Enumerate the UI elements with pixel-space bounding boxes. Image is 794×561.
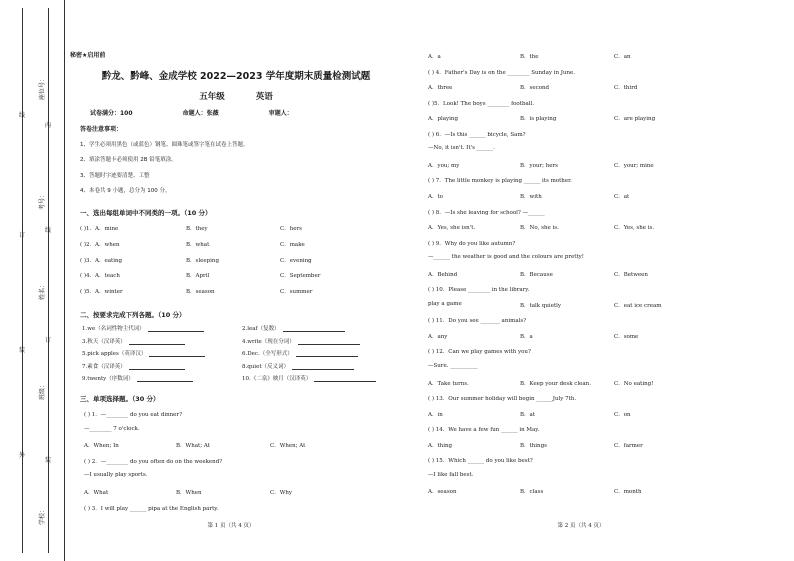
question: ( ) 15．Which ______ do you like best? [428,458,533,465]
question: ( ) 3．I will play ______ pipa at the English party. [84,505,219,512]
binding-field-exam-number: 考号： [39,191,46,210]
option-a: A．three [428,85,453,92]
question: ( ) 2．—________ do you often do on the weekend? [84,458,223,465]
option-c: C．summer [280,289,313,296]
option-b: B．at [520,411,536,418]
option-c: C．farmer [614,442,643,449]
question: ( ) 14．We have a few fun ______ in May. [428,427,540,434]
answer-blank [129,364,185,370]
note-item: 4、本卷共 9 小题，总分为 100 分。 [80,188,171,194]
binding-mark: 订 [19,232,26,239]
option-b: B．April [186,273,210,280]
question: ( ) 4．Father's Day is on the ________ Sunday in June. [428,69,576,76]
option-b: B．is playing [520,116,557,123]
option-c: C．September [280,273,321,280]
option-a: ( )3．A．eating [80,257,123,264]
option-b: B．they [186,226,208,232]
dialogue-line: —______ the weather is good and the colours are pretty! [428,254,584,261]
conversion-prompt: 4.write（现在分词） [242,338,295,345]
binding-mark: 线 [45,227,52,234]
option-b: B．second [520,85,550,92]
option-b: B．Because [520,271,553,278]
conversion-item [82,337,185,345]
binding-field-school: 学校： [39,506,46,525]
binding-mark: 外 [19,452,26,459]
option-a: ( )1．A．mine [80,226,119,232]
option-a: A．When; In [84,443,119,450]
option-b: B．with [520,193,542,200]
dialogue-line: —No, it isn't. It's ______. [428,145,495,152]
option-c: C．Why [270,490,293,496]
option-a: A．you; my [428,162,460,169]
conversion-item [82,324,204,332]
dialogue-line: —I usually play sports. [84,472,148,479]
option-a: A．thing [428,442,453,449]
option-c: C．evening [280,257,312,264]
answer-blank [314,376,376,382]
question: ( ) 7．The little monkey is playing ______ its mother. [428,178,572,185]
option-a: A．What [84,490,109,496]
binding-line-inner [48,8,49,553]
dialogue-line: —________ 7 o'clock. [84,425,140,432]
note-item: 1、学生必须用黑色（或蓝色）钢笔、圆珠笔或签字笔在试卷上答题。 [80,142,249,148]
conversion-prompt: 8.quiet（反义词） [242,363,290,370]
option-c: C．third [614,85,638,92]
subject-label: 英语 [255,92,273,102]
question: ( ) 13．Our summer holiday will begin ______July 7th. [428,396,577,403]
conversion-item [242,349,358,357]
option-c: C．on [614,411,631,418]
option-a: A．Take turns. [428,380,469,387]
option-b: B．Keep your desk clean. [520,380,591,387]
option-c: C．some [614,333,639,340]
option-a: A．to [428,193,443,200]
binding-mark: 装 [45,457,52,464]
option-a: play a game [428,300,462,307]
conversion-item [82,362,185,370]
option-b: B．what [186,241,210,248]
exam-meta [90,108,410,117]
option-b: B．What; At [176,443,210,450]
secret-label: 秘密★启用前 [70,52,106,59]
page-2 [424,0,754,561]
answer-blank [148,326,204,332]
option-a: A．playing [428,116,458,123]
question: ( ) 9．Why do you like autumn? [428,240,516,247]
question: ( ) 1．—________ do you eat dinner? [84,412,183,418]
exam-title: 黔龙、黔峰、金成学校 2022—2023 学年度期末质量检测试题 [101,71,371,82]
option-a: A．Yes, she isn't. [428,225,476,232]
conversion-item [242,324,345,332]
option-c: C．your; mine [614,162,654,169]
binding-field-class: 班级： [39,381,46,400]
option-a: ( )4．A．teach [80,273,120,280]
option-b: B．class [520,489,544,496]
section2-heading: 二、按要求完成下列各题。（10 分） [80,311,186,319]
exam-subtitle [66,90,406,102]
question-setter: 命题人：张薇 [182,110,219,117]
option-a: A．season [428,489,457,496]
option-b: B．a [520,333,533,340]
notes-heading: 答卷注意事项： [80,126,123,133]
conversion-prompt: 9.twenty（序数词） [82,376,134,383]
grade-label: 五年级 [199,92,225,102]
option-a: A．in [428,411,443,418]
binding-field-seat: 座位号： [39,75,46,100]
section3-heading: 三、单项选择题。（30 分） [80,395,160,403]
answer-blank [129,339,185,345]
option-b: B．No, she is. [520,225,559,232]
question: ( ) 11．Do you see _______ animals? [428,318,527,325]
answer-blank [296,351,358,357]
option-b: B．When [176,490,202,496]
question: ( ) 12．Can we play games with you? [428,349,531,356]
option-c: C．hers [280,226,302,232]
option-c: C．Yes, she is. [614,225,655,232]
option-b: B．talk quietly [520,302,562,309]
binding-mark: 内 [45,122,52,129]
option-a: ( )2．A．when [80,241,120,248]
option-b: B．the [520,54,539,60]
option-b: B．things [520,442,547,449]
answer-blank [283,326,345,332]
question: ( ) 8．—Is she leaving for school? —______ [428,209,545,216]
option-a: A．a [428,54,441,60]
note-item: 3、答题时字迹要清楚、工整 [80,173,150,179]
option-c: C．make [280,241,305,248]
option-a: A．any [428,333,448,340]
option-c: C．When; At [270,443,306,450]
answer-blank [292,364,354,370]
option-c: C．are playing [614,116,656,123]
binding-line-outer [22,8,23,553]
option-b: B．sleeping [186,257,219,264]
question: ( ) 6．—Is this ______ bicycle, Sam? [428,131,526,138]
binding-mark: 装 [19,347,26,354]
option-a: ( )5．A．winter [80,289,123,296]
option-a: A．Behind [428,271,458,278]
conversion-item [242,362,354,370]
option-c: C．at [614,193,630,200]
binding-mark: 线 [19,112,26,119]
conversion-prompt: 5.pick apples（英译汉） [82,351,147,358]
note-item: 2、填涂答题卡必须使用 2B 铅笔填涂。 [80,157,177,163]
option-c: C．No eating! [614,380,654,387]
binding-field-name: 姓名： [39,281,46,300]
answer-blank [149,351,205,357]
option-c: C．month [614,489,642,496]
option-b: B．season [186,289,215,296]
page-1 [66,0,396,561]
answer-blank [137,376,193,382]
footer-page-1: 第 1 页（共 4 页） [207,523,255,529]
section1-heading: 一、选出每组单词中不同类的一项。（10 分） [80,209,212,217]
footer-page-2: 第 2 页（共 4 页） [557,523,605,529]
conversion-prompt: 10.《二泉》映月（汉译英） [242,376,312,383]
conversion-prompt: 7.素食（汉译英） [82,363,126,370]
conversion-prompt: 6.Dec.（全写形式） [242,351,293,358]
reviewer: 审题人： [268,110,293,117]
binding-mark: 订 [45,337,52,344]
option-b: B．your; hers [520,162,558,169]
full-score: 试卷满分：100 [90,110,133,117]
binding-line-edge [64,0,65,561]
question: ( )5．Look! The boys ________ football. [428,100,535,107]
conversion-prompt: 1.we（名词性物主代词） [82,326,145,332]
option-c: C．Between [614,271,648,278]
conversion-item [242,374,376,382]
conversion-item [242,337,360,345]
option-c: C．an [614,54,631,60]
conversion-item [82,349,205,357]
dialogue-line: —Sure. __________ [428,363,478,369]
answer-blank [298,339,360,345]
dialogue-line: —I like fall best. [428,471,474,478]
conversion-prompt: 2.leaf（复数） [242,326,280,332]
conversion-item [82,374,193,382]
conversion-prompt: 3.秋天（汉译英） [82,338,126,345]
binding-margin [12,0,58,561]
question: ( ) 10．Please ________ in the library. [428,287,530,294]
option-c: C．eat ice cream [614,302,662,309]
